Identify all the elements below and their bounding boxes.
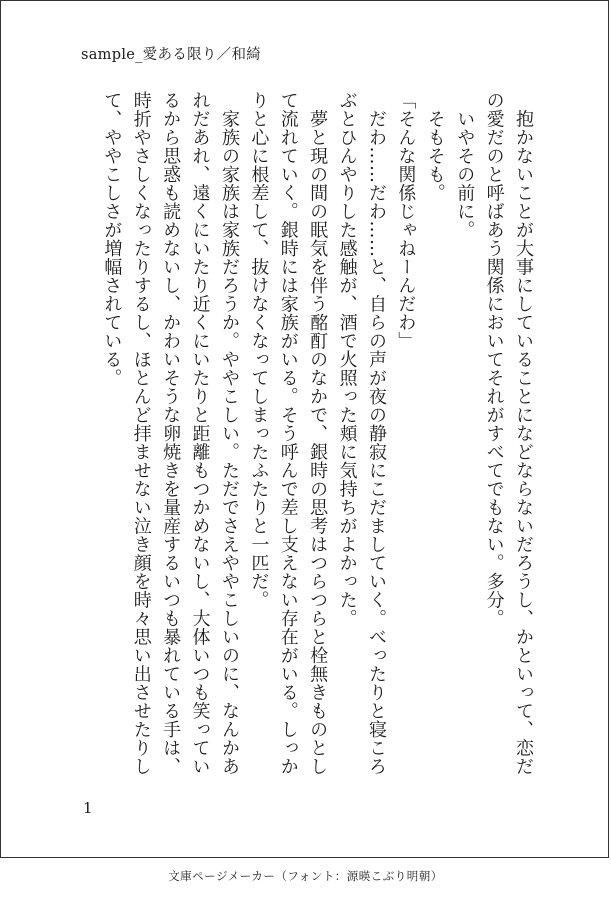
paragraph: 家族の家族は家族だろうか。ややこしい。ただでさえややこしいのに、なんかあれだあれ、遠くにいたり近くにいたりと距離もつかめないし、大体いつも笑っているから思惑も読めないし、かわいそうな卵焼きを量産するいつも暴れている手は、時折やさしくなったりするし、ほとんど拝ませない泣き顔を時々思い出させたりして、ややこしさが増幅されている。: [101, 91, 240, 776]
paragraph: 抱かないことが大事にしていることになどならないだろうし、かといって、恋だの愛だのと呼ばあう関係においてそれがすべてでもない。多分。: [483, 91, 534, 776]
document-header: sample_愛ある限り／和綺: [81, 47, 262, 63]
paragraph: そもそも。: [424, 91, 446, 202]
vertical-body-text: [68, 91, 538, 791]
page-number: 1: [83, 799, 93, 817]
paragraph: だわ……だわ……と、自らの声が夜の静寂にこだましていく。べったりと寝ころぶとひんやりした感触が、酒で火照った頬に気持ちがよかった。: [336, 91, 387, 776]
footer-credit: 文庫ページメーカー（フォント：源暎こぶり明朝）: [168, 869, 443, 883]
paragraph: 「そんな関係じゃねーんだわ」: [395, 91, 417, 350]
paragraph: いやその前に。: [454, 91, 476, 239]
paragraph: 夢と現の間の眠気を伴う酩酊のなかで、銀時の思考はつらつらと栓無きものとして流れていく。銀時には家族がいる。そう呼んで差し支えない存在がいる。しっかりと心に根差して、抜けなくなってしまったふたりと一匹だ。: [248, 91, 329, 776]
